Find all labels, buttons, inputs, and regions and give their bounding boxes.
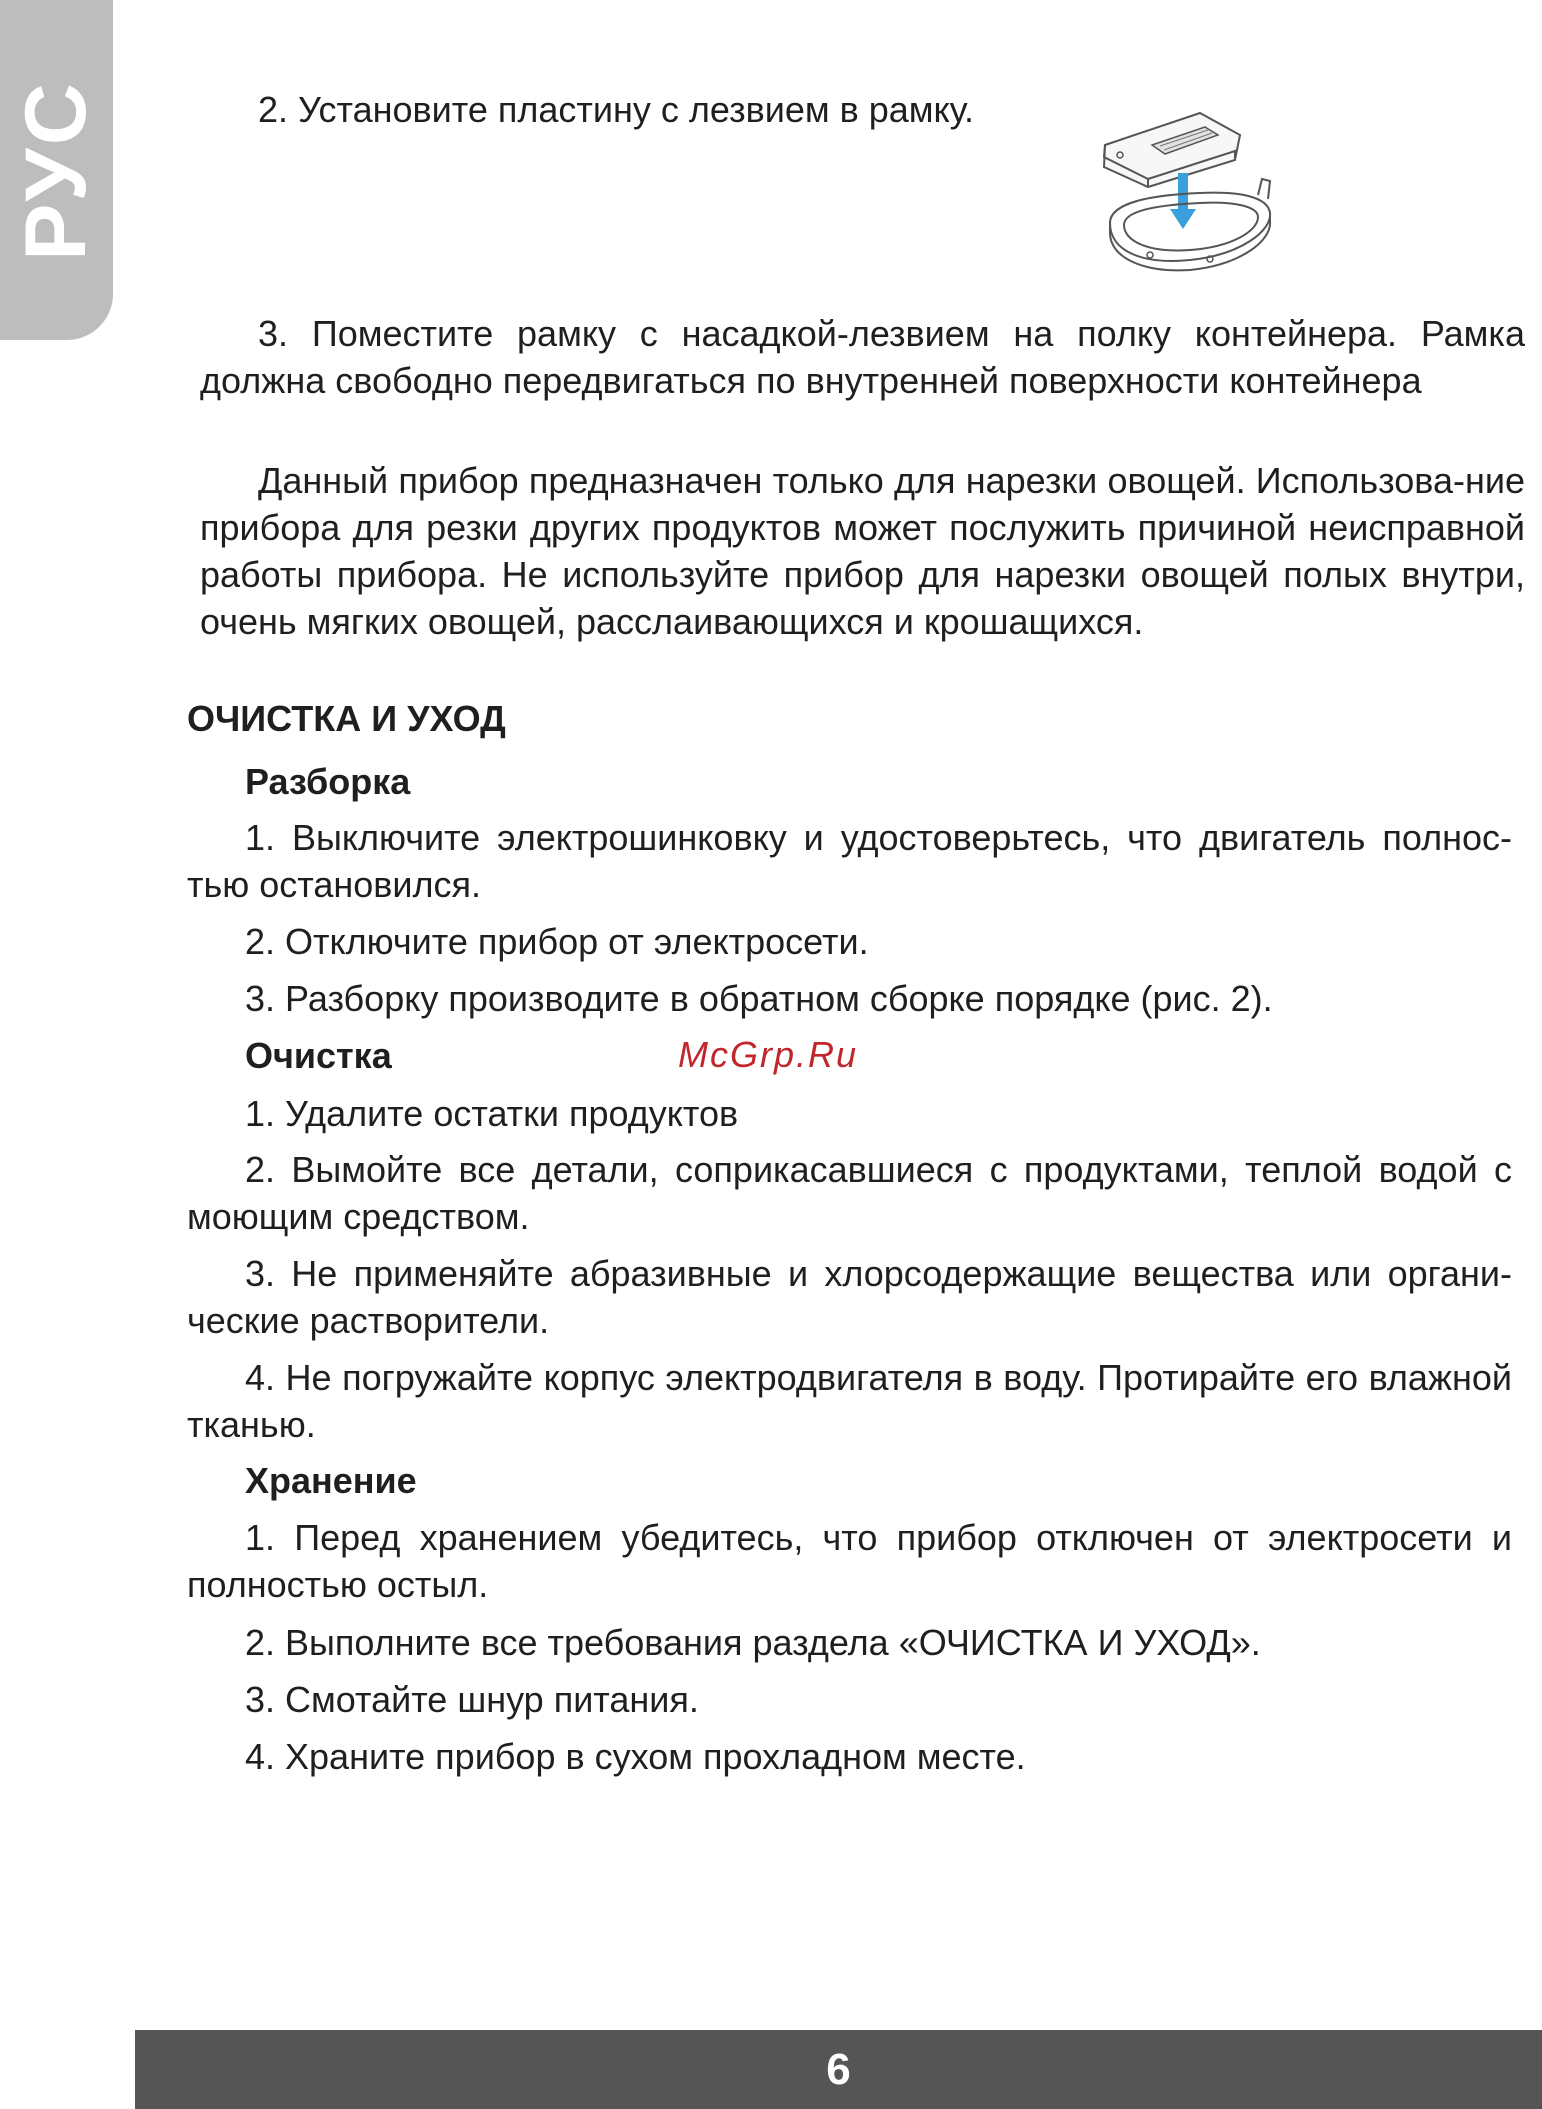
storage-item-3: 3. Смотайте шнур питания.	[245, 1679, 699, 1720]
disassembly-item-3: 3. Разборку производите в обратном сборке порядке (рис. 2).	[245, 978, 1273, 1019]
storage-item-2: 2. Выполните все требования раздела «ОЧИСТКА И УХОД».	[245, 1622, 1261, 1663]
storage-item-1: 1. Перед хранением убедитесь, что прибор отключен от электросети и полностью остыл.	[187, 1517, 1512, 1605]
usage-note: Данный прибор предназначен только для нарезки овощей. Использова-ние прибора для резки других продуктов может послужить причиной неисправной работы прибора. Не используйте прибор для нарезки овощей полых внутри, очень мягких овощей, расслаивающихся и крошащихся.	[200, 460, 1525, 642]
disassembly-item-1: 1. Выключите электрошинковку и удостоверьтесь, что двигатель полнос-тью остановился.	[187, 817, 1512, 905]
washing-item-1: 1. Удалите остатки продуктов	[245, 1093, 739, 1134]
step-3-text: 3. Поместите рамку с насадкой-лезвием на полку контейнера. Рамка должна свободно передвигаться по внутренней поверхности контейнера	[200, 313, 1525, 401]
watermark: McGrp.Ru	[678, 1034, 859, 1075]
language-tab	[0, 0, 113, 340]
subsection-title-washing: Очистка	[245, 1035, 392, 1076]
storage-item-4: 4. Храните прибор в сухом прохладном месте.	[245, 1736, 1026, 1777]
disassembly-item-2: 2. Отключите прибор от электросети.	[245, 921, 869, 962]
section-title-cleaning: ОЧИСТКА И УХОД	[187, 698, 506, 739]
subsection-title-disassembly: Разборка	[245, 761, 411, 802]
page-footer	[135, 2030, 1542, 2109]
language-tab-label: РУС	[8, 79, 104, 261]
washing-item-3: 3. Не применяйте абразивные и хлорсодержащие вещества или органи-ческие растворители.	[187, 1253, 1512, 1341]
blade-plate-into-frame-illustration	[1090, 105, 1285, 275]
washing-item-2: 2. Вымойте все детали, соприкасавшиеся с продуктами, теплой водой с моющим средством.	[187, 1149, 1512, 1237]
subsection-title-storage: Хранение	[245, 1460, 417, 1501]
step-2-text: 2. Установите пластину с лезвием в рамку.	[258, 89, 975, 130]
washing-item-4: 4. Не погружайте корпус электродвигателя в воду. Протирайте его влажной тканью.	[187, 1357, 1512, 1445]
page-number: 6	[826, 2044, 851, 2094]
